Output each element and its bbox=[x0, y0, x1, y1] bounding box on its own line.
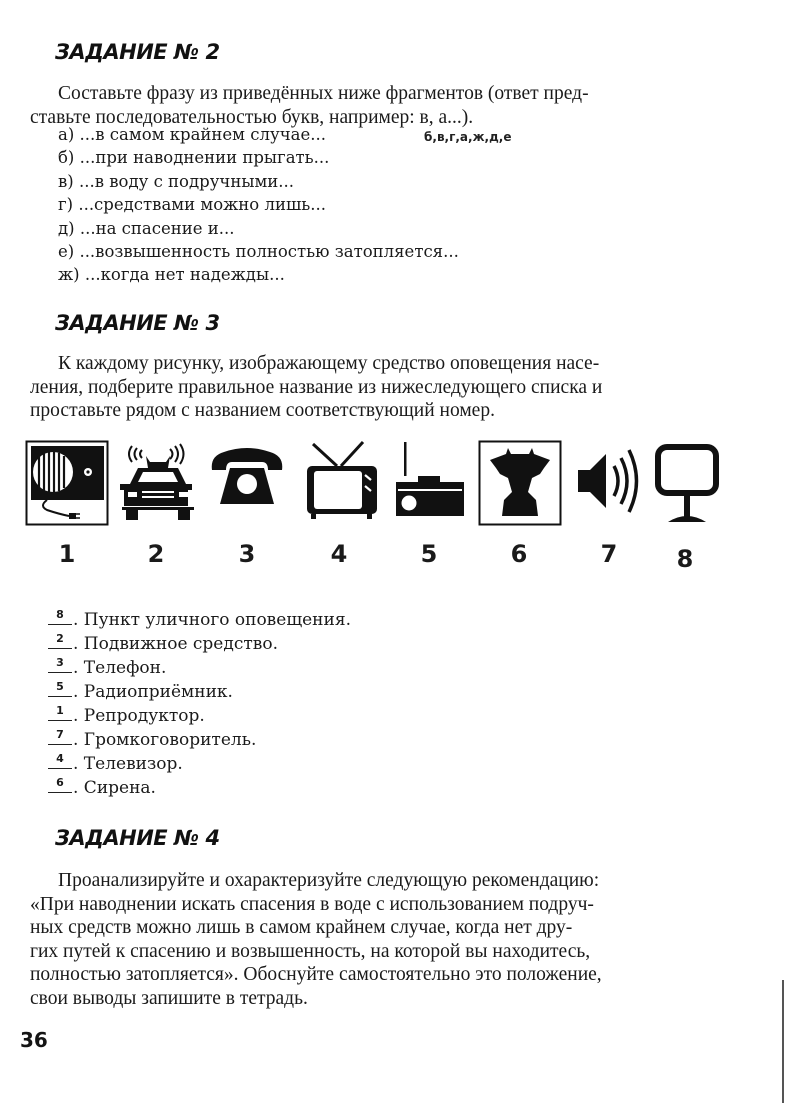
match-item: 1 . Репродуктор. bbox=[48, 704, 351, 728]
text-line: свои выводы запишите в тетрадь. bbox=[30, 987, 308, 1009]
pictures-row bbox=[0, 440, 787, 530]
page-edge-line bbox=[782, 980, 784, 1103]
instruction-line: проставьте рядом с названием соответствующий номер. bbox=[30, 400, 495, 421]
text-line: полностью затопляется». Обоснуйте самостоятельно это положение, bbox=[30, 964, 602, 985]
loudspeaker-reproducer-icon bbox=[25, 440, 109, 526]
match-item: 3 . Телефон. bbox=[48, 656, 351, 680]
street-warning-point-icon bbox=[654, 440, 720, 526]
siren-car-icon bbox=[118, 440, 198, 522]
match-item: 7 . Громкоговоритель. bbox=[48, 728, 351, 752]
text-line: «При наводнении искать спасения в воде с использованием подруч- bbox=[30, 893, 594, 915]
speaker-sound-icon bbox=[576, 440, 648, 522]
picture-number: 2 bbox=[147, 540, 165, 568]
fragment-item: ж) ...когда нет надежды... bbox=[58, 265, 285, 285]
fragment-item: е) ...возвышенность полностью затопляется... bbox=[58, 242, 459, 262]
instruction-line: ления, подберите правильное название из нижеследующего списка и bbox=[30, 376, 603, 398]
picture-number: 1 bbox=[58, 540, 76, 568]
task3-instruction bbox=[30, 352, 725, 423]
picture-number: 7 bbox=[600, 540, 618, 568]
match-item: 6 . Сирена. bbox=[48, 776, 351, 800]
task2-heading: ЗАДАНИЕ № 2 bbox=[55, 40, 220, 64]
fragment-list bbox=[58, 123, 459, 287]
task3-heading: ЗАДАНИЕ № 3 bbox=[55, 311, 220, 335]
picture-number: 3 bbox=[238, 540, 256, 568]
answer-blank[interactable]: 3 bbox=[48, 657, 72, 673]
answer-blank[interactable]: 8 bbox=[48, 609, 72, 625]
answer-blank[interactable]: 4 bbox=[48, 753, 72, 769]
answer-blank[interactable]: 7 bbox=[48, 729, 72, 745]
handwritten-answer: б,в,г,а,ж,д,е bbox=[424, 130, 512, 144]
answer-blank[interactable]: 6 bbox=[48, 777, 72, 793]
answer-blank[interactable]: 2 bbox=[48, 633, 72, 649]
task4-heading: ЗАДАНИЕ № 4 bbox=[55, 826, 220, 850]
picture-number: 4 bbox=[330, 540, 348, 568]
match-item: 8 . Пункт уличного оповещения. bbox=[48, 608, 351, 632]
match-item: 5 . Радиоприёмник. bbox=[48, 680, 351, 704]
text-line: гих путей к спасению и возвышенность, на которой вы находитесь, bbox=[30, 940, 591, 962]
fragment-item: г) ...средствами можно лишь... bbox=[58, 195, 327, 215]
task4-text bbox=[30, 869, 725, 1010]
match-item: 2 . Подвижное средство. bbox=[48, 632, 351, 656]
page-number: 36 bbox=[20, 1028, 48, 1052]
instruction-line: ставьте последовательностью букв, например: в, а...). bbox=[30, 106, 474, 128]
radio-receiver-icon bbox=[392, 440, 464, 518]
television-icon bbox=[303, 440, 381, 520]
fragment-item: а) ...в самом крайнем случае... bbox=[58, 125, 326, 144]
task2-instruction bbox=[30, 82, 725, 129]
siren-icon bbox=[478, 440, 562, 526]
instruction-line: Составьте фразу из приведённых ниже фрагментов (ответ пред- bbox=[58, 83, 589, 104]
match-list bbox=[48, 608, 351, 800]
text-line: Проанализируйте и охарактеризуйте следующую рекомендацию: bbox=[58, 870, 600, 891]
fragment-item: д) ...на спасение и... bbox=[58, 218, 235, 238]
match-item: 4 . Телевизор. bbox=[48, 752, 351, 776]
telephone-icon bbox=[208, 440, 286, 510]
picture-number: 8 bbox=[676, 545, 694, 573]
picture-number: 5 bbox=[420, 540, 438, 568]
answer-blank[interactable]: 1 bbox=[48, 705, 72, 721]
text-line: ных средств можно лишь в самом крайнем случае, когда нет дру- bbox=[30, 917, 573, 938]
fragment-item: б) ...при наводнении прыгать... bbox=[58, 148, 330, 168]
fragment-item: в) ...в воду с подручными... bbox=[58, 171, 295, 191]
instruction-line: К каждому рисунку, изображающему средство оповещения насе- bbox=[58, 353, 600, 374]
answer-blank[interactable]: 5 bbox=[48, 681, 72, 697]
picture-number: 6 bbox=[510, 540, 528, 568]
